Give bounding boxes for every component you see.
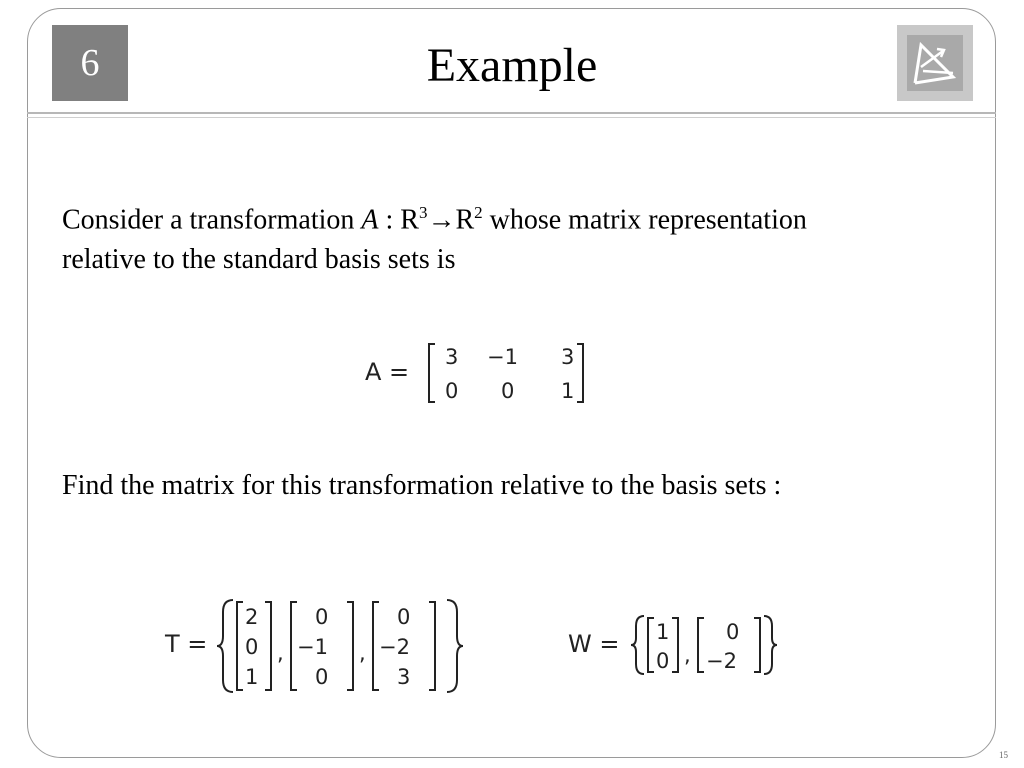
matrix-a-cell-0-0: 3 [445,345,459,369]
set-t-v2-0: 0 [315,605,329,629]
title-rule-thin [27,117,996,118]
colon: : [378,204,401,236]
set-t-label: T = [165,630,208,658]
chapter-number: 6 [80,42,100,84]
set-w-v1-1: 0 [656,649,670,673]
matrix-a-cell-1-1: 0 [501,379,515,403]
logo-icon [897,25,973,101]
set-t-v2-2: 0 [315,665,329,689]
paragraph-transformation [62,193,822,280]
set-t-sep-2: , [359,641,366,665]
matrix-a-cell-0-2: 3 [561,345,575,369]
set-t-v2-1: −1 [297,635,328,659]
set-w-label: W = [568,630,620,658]
set-w-sep: , [684,643,691,667]
set-t-v1-1: 0 [245,635,259,659]
set-t-v3-1: −2 [379,635,410,659]
set-t-v3-0: 0 [397,605,411,629]
page-number: 15 [999,750,1008,760]
matrix-a-cell-1-2: 1 [561,379,575,403]
set-t-v3-2: 3 [397,665,411,689]
set-w-v2-0: 0 [726,620,740,644]
arrow: → [427,204,456,236]
matrix-a [425,340,595,406]
text-before: Consider a transformation [62,204,362,236]
codomain-symbol: R [455,204,475,236]
set-t-sep-1: , [277,641,284,665]
domain-exponent: 3 [418,203,428,222]
codomain-exponent: 2 [474,203,483,222]
matrix-a-cell-0-1: −1 [487,345,518,369]
matrix-a-cell-1-0: 0 [445,379,459,403]
set-w-v1-0: 1 [656,620,670,644]
text-after: whose matrix representation relative to the standard basis sets is [62,204,807,276]
set-t-v1-2: 1 [245,665,259,689]
slide-title: Example [426,39,598,92]
set-w-v2-1: −2 [706,649,737,673]
matrix-a-label: A = [365,358,410,386]
set-t-v1-0: 2 [245,605,259,629]
transformation-variable: A [361,204,379,236]
set-w [630,612,780,678]
set-t [215,596,465,696]
paragraph-find: Find the matrix for this transformation relative to the basis sets : [62,470,782,501]
domain-symbol: R [400,204,419,236]
title-rule [27,112,996,114]
